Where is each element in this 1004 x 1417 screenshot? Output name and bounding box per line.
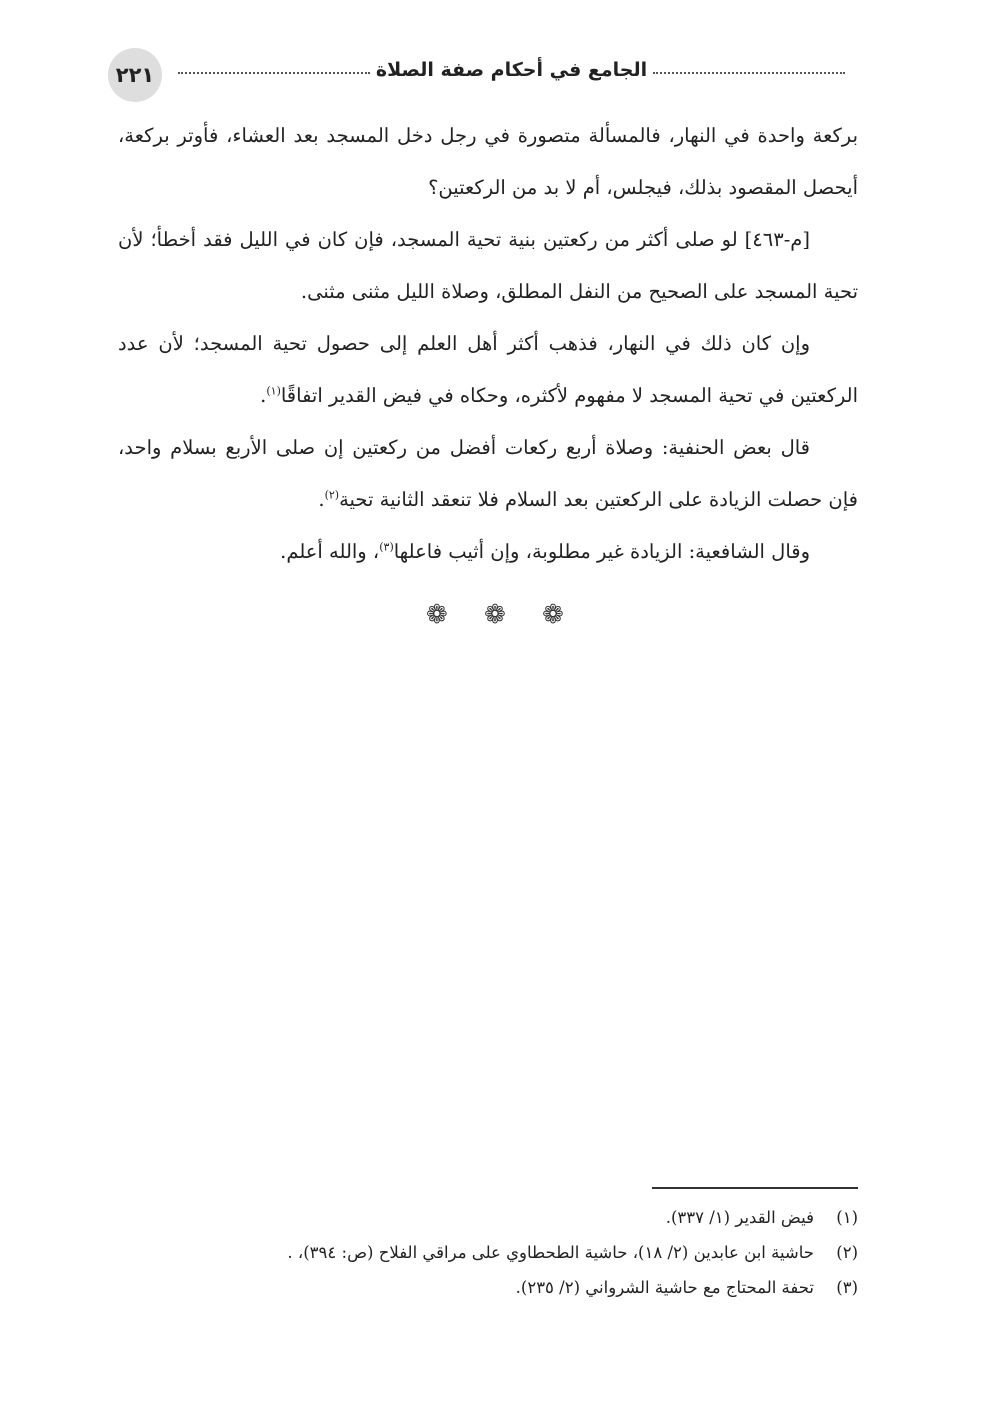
- section-ornament: ❁ ❁ ❁: [426, 600, 578, 630]
- footnote-number: (٣): [836, 1278, 858, 1297]
- footnote-ref-2[interactable]: (٢): [324, 488, 340, 502]
- footnote-1: [118, 1200, 858, 1235]
- footnote-separator: [652, 1187, 858, 1189]
- paragraph-5-end: ، والله أعلم.: [280, 540, 380, 563]
- book-title: الجامع في أحكام صفة الصلاة: [375, 59, 648, 81]
- footnote-text: تحفة المحتاج مع حاشية الشرواني (٢/ ٢٣٥).: [515, 1278, 814, 1297]
- footnote-ref-1[interactable]: (١): [266, 384, 281, 398]
- paragraph-3-end: .: [260, 384, 267, 407]
- footnote-ref-3[interactable]: (٣): [379, 540, 394, 554]
- footnotes: [118, 1200, 858, 1305]
- paragraph-1: بركعة واحدة في النهار، فالمسألة متصورة في رجل دخل المسجد بعد العشاء، فأوتر بركعة، أيحصل المقصود بذلك، فيجلس، أم لا بد من الركعتين؟: [118, 124, 858, 199]
- paragraph-5-text: وقال الشافعية: الزيادة غير مطلوبة، وإن أثيب فاعلها: [393, 540, 810, 563]
- paragraph-4: [118, 422, 858, 526]
- paragraph-3: [118, 318, 858, 422]
- running-head: [178, 56, 845, 84]
- paragraph-3-text: وإن كان ذلك في النهار، فذهب أكثر أهل العلم إلى حصول تحية المسجد؛ لأن عدد الركعتين في تحية المسجد لا مفهوم لأكثره، وحكاه في فيض القدير اتفاقًا: [118, 332, 858, 407]
- paragraph-4-text: قال بعض الحنفية: وصلاة أربع ركعات أفضل من ركعتين إن صلى الأربع بسلام واحد، فإن حصلت الزيادة على الركعتين بعد السلام فلا تنعقد الثانية تحية: [118, 436, 858, 511]
- paragraph-5: [118, 526, 858, 578]
- footnote-number: (١): [836, 1208, 858, 1227]
- body-text: [118, 110, 858, 578]
- footnote-2: [118, 1235, 858, 1270]
- footnote-text: حاشية ابن عابدين (٢/ ١٨)، حاشية الطحطاوي على مراقي الفلاح (ص: ٣٩٤)، .: [287, 1243, 814, 1262]
- leader-dots-left: [178, 72, 370, 74]
- footnote-number: (٢): [836, 1243, 858, 1262]
- paragraph-2: [م-٤٦٣] لو صلى أكثر من ركعتين بنية تحية المسجد، فإن كان في الليل فقد أخطأ؛ لأن تحية المسجد على الصحيح من النفل المطلق، وصلاة الليل مثنى مثنى.: [118, 228, 858, 303]
- page-number: ٢٢١: [108, 48, 162, 102]
- paragraph-4-end: .: [318, 488, 325, 511]
- footnote-text: فيض القدير (١/ ٣٣٧).: [665, 1208, 814, 1227]
- leader-dots-right: [653, 72, 845, 74]
- footnote-3: [118, 1270, 858, 1305]
